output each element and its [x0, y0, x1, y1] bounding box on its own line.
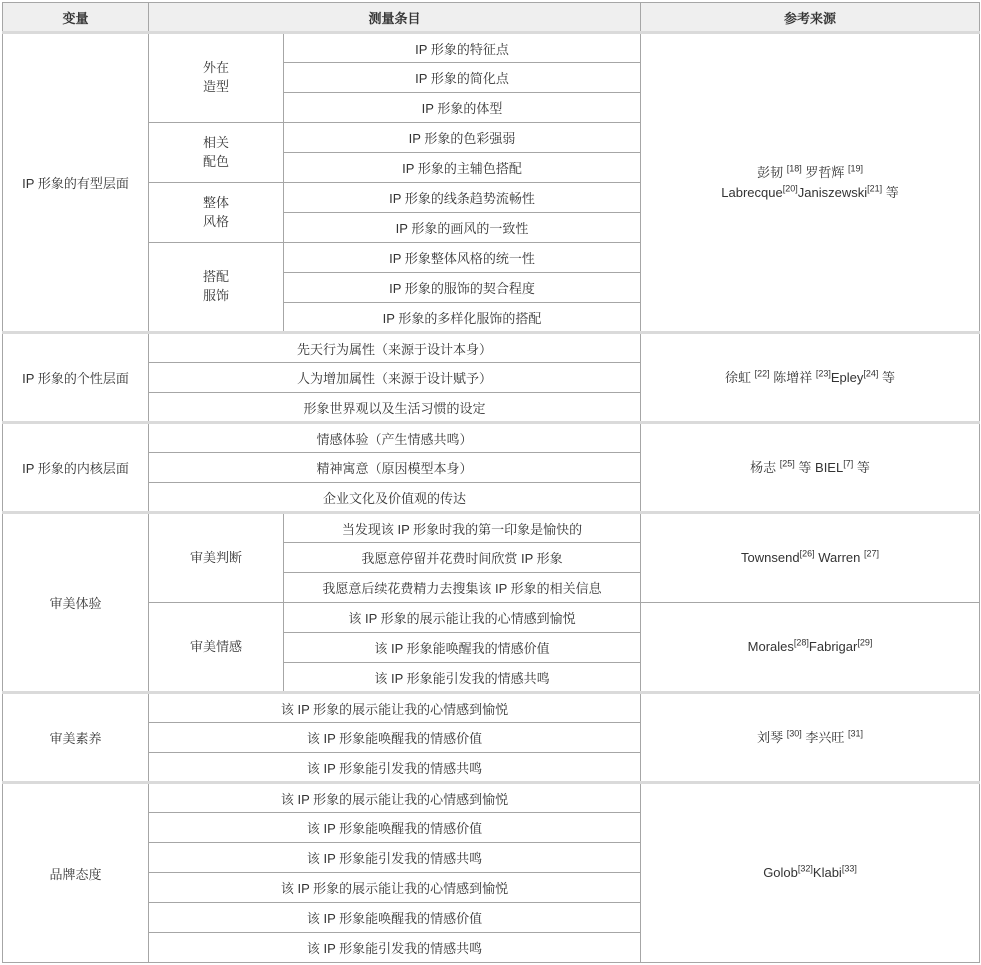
group-cell: 相关 配色 — [149, 123, 284, 183]
reference-cell: Golob[32]Klabi[33] — [641, 783, 980, 963]
item-cell: 精神寓意（原因模型本身） — [149, 453, 641, 483]
variable-cell: IP 形象的个性层面 — [3, 333, 149, 423]
item-cell: 企业文化及价值观的传达 — [149, 483, 641, 513]
item-cell: 形象世界观以及生活习惯的设定 — [149, 393, 641, 423]
item-cell: 先天行为属性（来源于设计本身） — [149, 333, 641, 363]
table-row — [3, 783, 980, 813]
variable-cell: 审美体验 — [3, 513, 149, 693]
item-cell: IP 形象的线条趋势流畅性 — [284, 183, 641, 213]
item-cell: 该 IP 形象的展示能让我的心情感到愉悦 — [149, 783, 641, 813]
item-cell: 该 IP 形象能引发我的情感共鸣 — [284, 663, 641, 693]
table-row — [3, 33, 980, 63]
variable-cell: 审美素养 — [3, 693, 149, 783]
table-row — [3, 513, 980, 543]
item-cell: IP 形象的体型 — [284, 93, 641, 123]
reference-cell: Townsend[26] Warren [27] — [641, 513, 980, 603]
reference-cell: Morales[28]Fabrigar[29] — [641, 603, 980, 693]
group-cell: 审美情感 — [149, 603, 284, 693]
header-source: 参考来源 — [641, 3, 980, 33]
item-cell: IP 形象的色彩强弱 — [284, 123, 641, 153]
table-row — [3, 423, 980, 453]
item-cell: 该 IP 形象能唤醒我的情感价值 — [284, 633, 641, 663]
item-cell: IP 形象的多样化服饰的搭配 — [284, 303, 641, 333]
item-cell: IP 形象的主辅色搭配 — [284, 153, 641, 183]
group-cell: 整体 风格 — [149, 183, 284, 243]
header-items: 测量条目 — [149, 3, 641, 33]
reference-cell: 徐虹 [22] 陈增祥 [23]Epley[24] 等 — [641, 333, 980, 423]
item-cell: IP 形象的简化点 — [284, 63, 641, 93]
header-variable: 变量 — [3, 3, 149, 33]
variable-cell: IP 形象的内核层面 — [3, 423, 149, 513]
item-cell: IP 形象的服饰的契合程度 — [284, 273, 641, 303]
header-row — [3, 3, 980, 33]
item-cell: 该 IP 形象能唤醒我的情感价值 — [149, 723, 641, 753]
item-cell: 我愿意后续花费精力去搜集该 IP 形象的相关信息 — [284, 573, 641, 603]
item-cell: 该 IP 形象的展示能让我的心情感到愉悦 — [284, 603, 641, 633]
item-cell: 该 IP 形象的展示能让我的心情感到愉悦 — [149, 693, 641, 723]
group-cell: 外在 造型 — [149, 33, 284, 123]
reference-cell: 杨志 [25] 等 BIEL[7] 等 — [641, 423, 980, 513]
item-cell: 该 IP 形象能引发我的情感共鸣 — [149, 843, 641, 873]
table-row — [3, 693, 980, 723]
item-cell: 人为增加属性（来源于设计赋予） — [149, 363, 641, 393]
item-cell: 该 IP 形象能唤醒我的情感价值 — [149, 903, 641, 933]
group-cell: 搭配 服饰 — [149, 243, 284, 333]
table-row — [3, 333, 980, 363]
item-cell: 该 IP 形象能引发我的情感共鸣 — [149, 933, 641, 963]
group-cell: 审美判断 — [149, 513, 284, 603]
reference-cell: 彭韧 [18] 罗哲辉 [19] Labrecque[20]Janiszewski[21] 等 — [641, 33, 980, 333]
item-cell: 我愿意停留并花费时间欣赏 IP 形象 — [284, 543, 641, 573]
item-cell: 该 IP 形象能唤醒我的情感价值 — [149, 813, 641, 843]
variable-cell: 品牌态度 — [3, 783, 149, 963]
item-cell: 该 IP 形象能引发我的情感共鸣 — [149, 753, 641, 783]
reference-cell: 刘琴 [30] 李兴旺 [31] — [641, 693, 980, 783]
item-cell: IP 形象整体风格的统一性 — [284, 243, 641, 273]
variable-cell: IP 形象的有型层面 — [3, 33, 149, 333]
item-cell: 该 IP 形象的展示能让我的心情感到愉悦 — [149, 873, 641, 903]
item-cell: IP 形象的画风的一致性 — [284, 213, 641, 243]
item-cell: 当发现该 IP 形象时我的第一印象是愉快的 — [284, 513, 641, 543]
item-cell: IP 形象的特征点 — [284, 33, 641, 63]
measurement-table — [2, 2, 980, 963]
table-row — [3, 603, 980, 633]
item-cell: 情感体验（产生情感共鸣） — [149, 423, 641, 453]
